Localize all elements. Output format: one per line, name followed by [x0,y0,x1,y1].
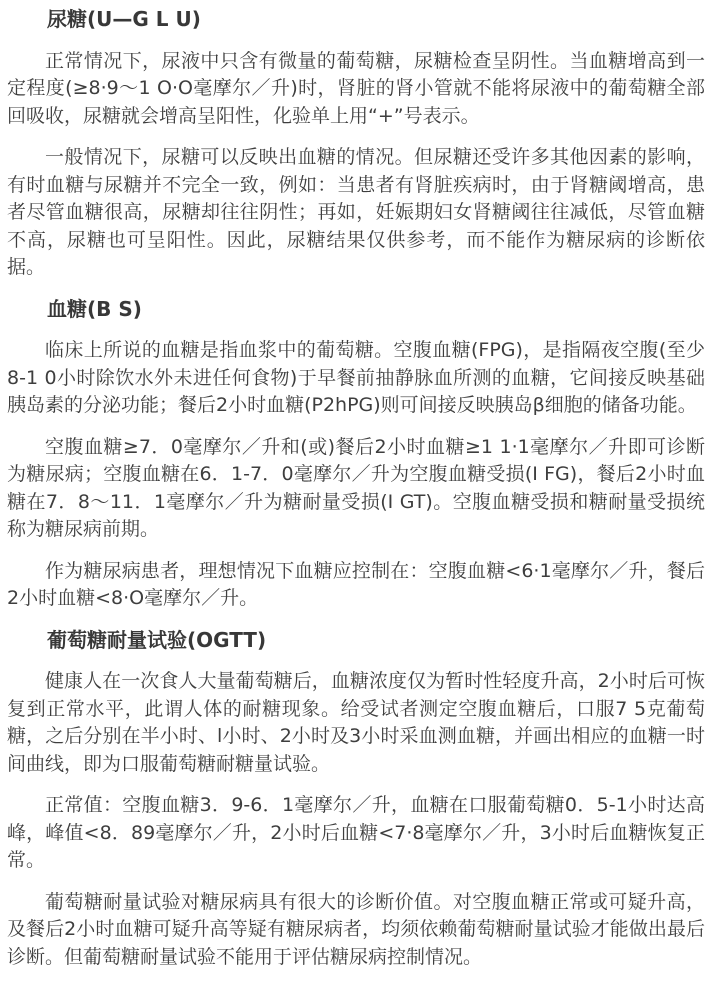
paragraph-blood-glucose-1: 临床上所说的血糖是指血浆中的葡萄糖。空腹血糖(FPG)，是指隔夜空腹(至少8-1 0小时除饮水外未进任何食物)于早餐前抽静脉血所测的血糖，它间接反映基础胰岛素的分泌功能；餐后2小时血糖(P2hPG)则可间接反映胰岛β细胞的储备功能。 [7,339,705,416]
section-heading-blood-glucose: 血糖(B S) [47,296,142,321]
paragraph-ogtt-3: 葡萄糖耐量试验对糖尿病具有很大的诊断价值。对空腹血糖正常或可疑升高，及餐后2小时血糖可疑升高等疑有糖尿病者，均须依赖葡萄糖耐量试验才能做出最后诊断。但葡萄糖耐量试验不能用于评估糖尿病控制情况。 [7,890,705,968]
paragraph-urine-glucose-2: 一般情况下，尿糖可以反映出血糖的情况。但尿糖还受许多其他因素的影响，有时血糖与尿糖并不完全一致，例如：当患者有肾脏疾病时，由于肾糖阈增高，患者尽管血糖很高，尿糖却往往阴性；再如，妊娠期妇女肾糖阈往往减低，尽管血糖不高，尿糖也可呈阳性。因此，尿糖结果仅供参考，而不能作为糖尿病的诊断依据。 [7,146,705,278]
paragraph-ogtt-1: 健康人在一次食人大量葡萄糖后，血糖浓度仅为暂时性轻度升高，2小时后可恢复到正常水平，此谓人体的耐糖现象。给受试者测定空腹血糖后，口服7 5克葡萄糖，之后分别在半小时、l小时、2小时及3小时采血测血糖，并画出相应的血糖一时间曲线，即为口服葡萄糖耐糖量试验。 [7,670,705,775]
paragraph-blood-glucose-3: 作为糖尿病患者，理想情况下血糖应控制在：空腹血糖<6·1毫摩尔／升，餐后2小时血糖<8·O毫摩尔／升。 [7,559,705,609]
paragraph-ogtt-2: 正常值：空腹血糖3．9-6．1毫摩尔／升，血糖在口服葡萄糖0．5-1小时达高峰，峰值<8．89毫摩尔／升，2小时后血糖<7·8毫摩尔／升，3小时后血糖恢复正常。 [7,794,705,871]
paragraph-urine-glucose-1: 正常情况下，尿液中只含有微量的葡萄糖，尿糖检查呈阴性。当血糖增高到一定程度(≥8·9～1 O·O毫摩尔／升)时，肾脏的肾小管就不能将尿液中的葡萄糖全部回吸收，尿糖就会增高呈阳性，化验单上用“+”号表示。 [7,49,705,127]
paragraph-blood-glucose-2: 空腹血糖≥7．0毫摩尔／升和(或)餐后2小时血糖≥1 1·1毫摩尔／升即可诊断为糖尿病；空腹血糖在6．1-7．0毫摩尔／升为空腹血糖受损(I FG)，餐后2小时血糖在7．8～11．1毫摩尔／升为糖耐量受损(I GT)。空腹血糖受损和糖耐量受损统称为糖尿病前期。 [7,435,705,540]
section-heading-ogtt: 葡萄糖耐量试验(OGTT) [47,627,267,652]
section-heading-urine-glucose: 尿糖(U—G L U) [47,7,201,31]
